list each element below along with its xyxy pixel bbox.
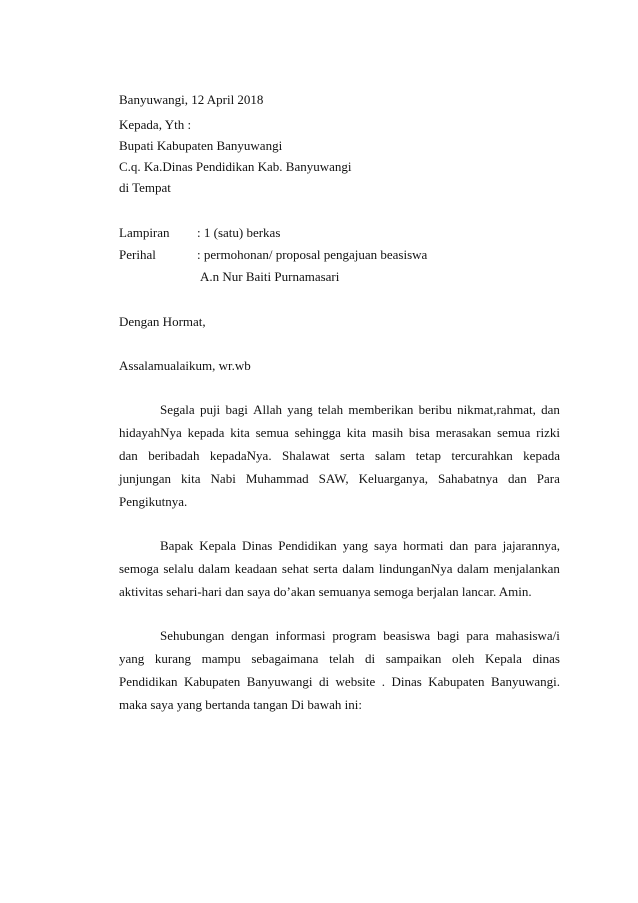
paragraph-word: junjungan xyxy=(119,471,171,486)
paragraph-word: di xyxy=(365,651,376,666)
paragraph-word: kurang xyxy=(154,651,192,666)
attachment-label: Lampiran xyxy=(119,225,170,240)
attachment-value: : 1 (satu) berkas xyxy=(197,225,281,240)
paragraph-last-line: maka saya yang bertanda tangan Di bawah ini: xyxy=(119,697,362,712)
paragraph-word: sebagaimana xyxy=(251,651,319,666)
paragraph-word: salam xyxy=(375,448,406,463)
paragraph-word: hormati xyxy=(403,538,444,553)
paragraph-word: kita xyxy=(230,425,250,440)
paragraph-word: semua xyxy=(497,425,531,440)
paragraph-word: kepada xyxy=(523,448,560,463)
paragraph-word: saya xyxy=(374,538,398,553)
subject-value: : permohonan/ proposal pengajuan beasiswa xyxy=(197,247,428,262)
paragraph-word: yang xyxy=(119,651,145,666)
paragraph-line xyxy=(119,448,560,464)
paragraph-word: Kabupaten xyxy=(183,674,241,689)
paragraph-word: nikmat,rahmat, xyxy=(457,402,536,417)
paragraph-line xyxy=(119,471,560,487)
paragraph-word: di xyxy=(318,674,330,689)
to-line: Kepada, Yth : xyxy=(119,117,192,132)
paragraph-word: sehingga xyxy=(294,425,341,440)
place-date: Banyuwangi, 12 April 2018 xyxy=(119,92,264,107)
paragraph-word: telah xyxy=(317,402,344,417)
paragraph-word: Kepala xyxy=(485,651,522,666)
paragraph-line xyxy=(119,425,560,441)
paragraph-word: . xyxy=(381,674,385,689)
paragraph-word: rizki xyxy=(536,425,560,440)
paragraph-word: memberikan xyxy=(348,402,414,417)
paragraph-line xyxy=(119,561,560,577)
addressee: Bupati Kabupaten Banyuwangi xyxy=(119,138,283,153)
paragraph-word: para xyxy=(474,538,497,553)
paragraph-word: Pendidikan xyxy=(119,674,178,689)
paragraph-word: Para xyxy=(536,471,560,486)
paragraph-line xyxy=(119,674,560,690)
paragraph-word: tetap xyxy=(415,448,441,463)
paragraph-word: kepada xyxy=(187,425,225,440)
paragraph-word: program xyxy=(332,628,377,643)
paragraph-word: dan xyxy=(449,538,469,553)
paragraph-word: kepadaNya. xyxy=(209,448,272,463)
paragraph-word: hidayahNya xyxy=(119,425,182,440)
paragraph-word: beribadah xyxy=(148,448,200,463)
paragraph-word: mampu xyxy=(201,651,241,666)
paragraph-last-line: Pengikutnya. xyxy=(119,494,188,509)
paragraph-word: Dinas xyxy=(391,674,422,689)
paragraph-word: Kepala xyxy=(199,538,236,553)
paragraph-word: bagi xyxy=(437,628,460,643)
paragraph-word: Keluarganya, xyxy=(358,471,429,486)
paragraph-word: website xyxy=(335,674,376,689)
paragraph-word: dalam xyxy=(457,561,489,576)
addressee-location: di Tempat xyxy=(119,180,171,195)
paragraph-word: dan xyxy=(541,402,560,417)
paragraph-line xyxy=(160,402,560,418)
paragraph-word: kita xyxy=(346,425,367,440)
subject-label: Perihal xyxy=(119,247,156,262)
paragraph-word: sampaikan xyxy=(385,651,442,666)
paragraph-word: puji xyxy=(199,402,221,417)
paragraph-word: serta xyxy=(340,448,365,463)
paragraph-word: Bapak xyxy=(160,538,194,553)
paragraph-word: merasakan xyxy=(435,425,492,440)
paragraph-word: dinas xyxy=(532,651,560,666)
paragraph-word: oleh xyxy=(452,651,475,666)
paragraph-word: Pendidikan xyxy=(278,538,337,553)
paragraph-word: beribu xyxy=(418,402,452,417)
paragraph-word: semoga xyxy=(119,561,159,576)
paragraph-word: Allah xyxy=(253,402,283,417)
paragraph-word: yang xyxy=(342,538,369,553)
subject-name: A.n Nur Baiti Purnamasari xyxy=(200,269,340,284)
paragraph-word: informasi xyxy=(275,628,326,643)
paragraph-word: Kabupaten xyxy=(428,674,485,689)
paragraph-word: beasiswa xyxy=(383,628,431,643)
paragraph-word: mahasiswa/i xyxy=(495,628,560,643)
paragraph-word: telah xyxy=(329,651,355,666)
paragraph-word: semua xyxy=(255,425,289,440)
paragraph-word: dengan xyxy=(231,628,269,643)
addressee-via: C.q. Ka.Dinas Pendidikan Kab. Banyuwangi xyxy=(119,159,352,174)
paragraph-word: masih xyxy=(372,425,404,440)
paragraph-word: serta xyxy=(313,561,338,576)
paragraph-word: menjalankan xyxy=(493,561,560,576)
paragraph-line xyxy=(160,628,560,644)
paragraph-word: sehat xyxy=(281,561,309,576)
paragraph-word: bagi xyxy=(225,402,248,417)
paragraph-word: lindunganNya xyxy=(378,561,453,576)
paragraph-word: dalam xyxy=(342,561,375,576)
paragraph-word: Dinas xyxy=(241,538,273,553)
paragraph-word: Banyuwangi xyxy=(246,674,313,689)
paragraph-word: para xyxy=(466,628,489,643)
paragraph-word: bisa xyxy=(408,425,430,440)
paragraph-word: Shalawat xyxy=(281,448,330,463)
paragraph-line xyxy=(160,538,560,554)
paragraph-word: Muhammad xyxy=(245,471,309,486)
greeting: Dengan Hormat, xyxy=(119,314,206,329)
paragraph-word: jajarannya, xyxy=(502,538,560,553)
paragraph-word: Sehubungan xyxy=(160,628,225,643)
paragraph-word: kita xyxy=(181,471,201,486)
paragraph-word: tercurahkan xyxy=(451,448,513,463)
paragraph-word: dan xyxy=(119,448,138,463)
paragraph-word: dalam xyxy=(198,561,231,576)
paragraph-word: dan xyxy=(507,471,527,486)
paragraph-line xyxy=(119,651,560,667)
paragraph-word: Segala xyxy=(160,402,195,417)
paragraph-word: SAW, xyxy=(318,471,349,486)
paragraph-word: keadaan xyxy=(234,561,278,576)
paragraph-word: yang xyxy=(287,402,313,417)
salam: Assalamualaikum, wr.wb xyxy=(119,358,251,373)
paragraph-word: selalu xyxy=(163,561,194,576)
paragraph-last-line: aktivitas sehari-hari dan saya do’akan semuanya semoga berjalan lancar. Amin. xyxy=(119,584,532,599)
paragraph-word: Nabi xyxy=(210,471,236,486)
paragraph-word: Banyuwangi. xyxy=(491,674,560,689)
paragraph-word: Sahabatnya xyxy=(438,471,498,486)
